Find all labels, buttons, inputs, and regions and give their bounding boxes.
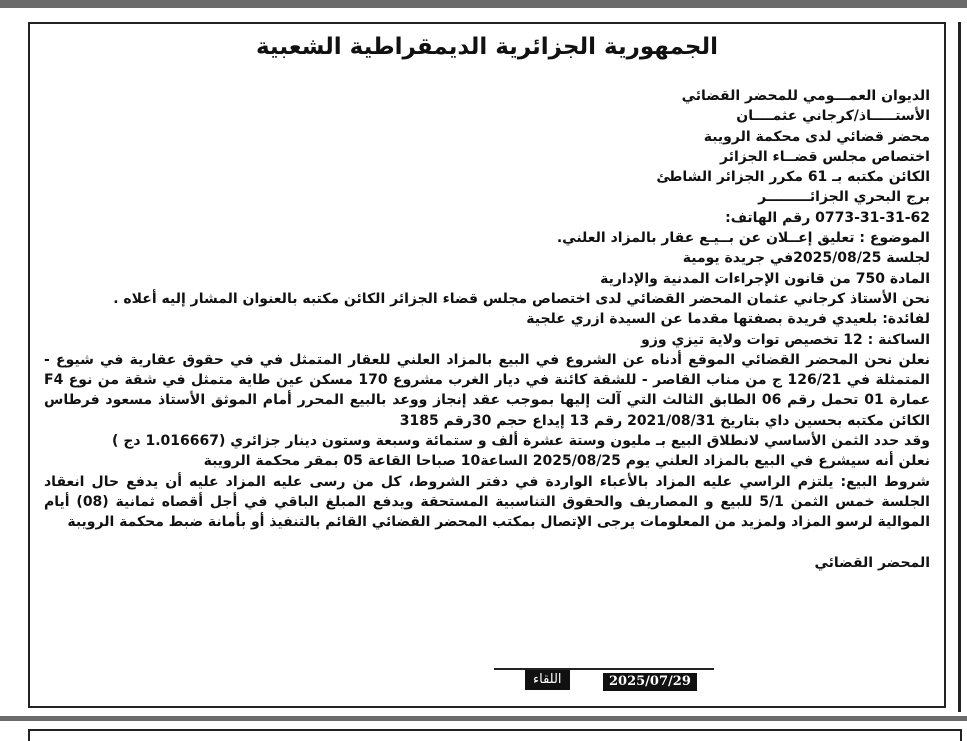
notice-sale-date: نعلن أنه سيشرع في البيع بالمزاد العلني يوم 2025/08/25 الساعة10 صباحا القاعة 05 بمقر محكمة الرويبة xyxy=(203,453,930,470)
notice-conditions: شروط البيع: يلتزم الراسي عليه المزاد بالأعباء الواردة في دفتر الشروط، كل من رسى عليه المزاد عليه أن يدفع حال انعقاد الجلسة خمس الثمن 5/1 للبيع و المصاريف والحقوق التناسبية المستحقة ويدفع المبلغ الباقي في أجل أقصاه ثمانية (08) أيام الموالية لرسو المزاد ولمزيد من المعلومات يرجى الإتصال بمكتب المحضر القضائي القائم بالتنفيذ أو بأمانة ضبط محكمة الرويبة xyxy=(44,473,930,531)
newspaper-source-tag: اللقاء xyxy=(525,670,570,690)
header-line-address: الكائن مكتبه بـ 61 مكرر الجزائر الشاطئ xyxy=(656,169,930,186)
auction-notice xyxy=(28,22,946,708)
header-line-office: الديوان العمـــومي للمحضر القضائي xyxy=(681,88,930,104)
header-line-city: برج البحري الجزائـــــــــر xyxy=(758,189,930,206)
header-line-name: الأستـــــاذ/كرجاني عثمــــان xyxy=(736,108,930,125)
header-line-role: محضر قضائي لدى محكمة الرويبة xyxy=(703,128,930,145)
header-line-phone: 0773-31-31-62 رقم الهاتف: xyxy=(725,209,930,226)
top-rule xyxy=(0,0,967,8)
notice-article: المادة 750 من قانون الإجراءات المدنية والإدارية xyxy=(600,270,930,287)
notice-subject: الموضوع : تعليق إعــلان عن بــيـع عقار بالمزاد العلني. xyxy=(556,230,930,247)
header-line-jurisdiction: اختصاص مجلس قضــاء الجزائر xyxy=(720,148,930,165)
publication-date-tag: 2025/07/29 xyxy=(603,673,697,691)
notice-announcement: نعلن نحن المحضر القضائي الموقع أدناه عن الشروع في البيع بالمزاد العلني للعقار المتمثل في في حقوق عقارية في شيوع - المتمثلة في 126/21 ج من مناب القاصر - للشقة كائنة في ديار الغرب مشروع 170 مسكن عين طاية متمثل في شقة من نوع F4 عمارة 01 تحمل رقم 06 الطابق الثالث التي آلت إليها بموجب عقد إنجاز ووعد بالبيع المحرر أمام الموثق الأستاذ مسعود فرطاس الكائن مكتبه بحسين داي بتاريخ 2021/08/31 رقم 13 إيداع حجم 30رقم 3185 xyxy=(44,351,931,429)
next-notice-frame xyxy=(28,729,962,741)
notice-signature: المحضر القضائي xyxy=(814,554,930,571)
notice-headline: الجمهورية الجزائرية الديمقراطية الشعبية xyxy=(255,34,719,60)
notice-base-price: وقد حدد الثمن الأساسي لانطلاق البيع بـ مليون وستة عشرة ألف و ستمائة وسبعة وستون دينار جزائري (1.016667 دج ) xyxy=(112,433,930,450)
notice-intro: نحن الأستاذ كرجاني عثمان المحضر القضائي لدى اختصاص مجلس قضاء الجزائر الكائن مكتبه بالعنوان المشار إليه أعلاه . xyxy=(113,290,930,307)
bottom-rule xyxy=(0,716,967,721)
adjacent-ad-frame-right xyxy=(958,22,967,712)
notice-body xyxy=(44,86,930,573)
notice-residence: الساكنة : 12 تخصيص توات ولاية تيزي وزو xyxy=(641,331,930,348)
notice-session: لجلسة 2025/08/25في جريدة يومية xyxy=(682,250,930,267)
notice-beneficiary: لفائدة: بلعيدي فريدة بصفتها مقدما عن السيدة ازري علجية xyxy=(526,311,930,328)
spacer xyxy=(44,533,930,553)
